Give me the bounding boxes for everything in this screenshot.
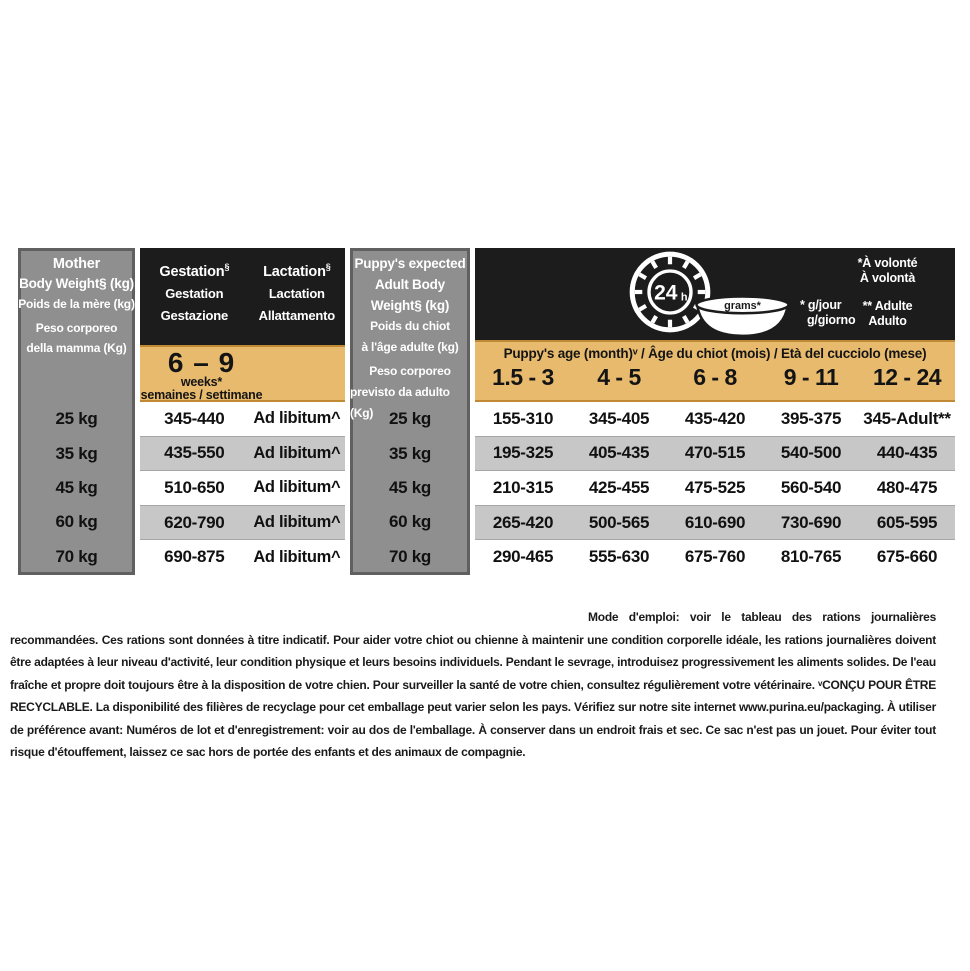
header-line: Gestation xyxy=(165,285,224,301)
table-row xyxy=(475,436,955,472)
header-line: della mamma (Kg) xyxy=(26,341,127,355)
age-column-label: 6 - 8 xyxy=(693,364,737,390)
age-column-label: 12 - 24 xyxy=(872,364,942,390)
ration-cell: 610-690 xyxy=(684,512,746,532)
mother-weight-cell: 35 kg xyxy=(55,443,98,463)
age-columns xyxy=(475,364,955,391)
ration-cell: 425-455 xyxy=(588,477,650,497)
ration-cell: 560-540 xyxy=(780,477,842,497)
header-line: Puppy's expected xyxy=(354,256,466,271)
header-line: Peso corporeo xyxy=(369,364,451,378)
table-row xyxy=(18,436,135,470)
table-row xyxy=(140,402,345,436)
weeks-unit: weeks* xyxy=(180,375,223,389)
puppy-weight-cell: 35 kg xyxy=(389,443,431,463)
ration-cell: 435-420 xyxy=(684,408,746,428)
mother-weight-cell: 45 kg xyxy=(55,478,98,498)
header-line: Mother xyxy=(52,256,101,272)
gestation-lactation-rows xyxy=(140,402,345,574)
ration-cell: 345-405 xyxy=(588,408,650,428)
table-row xyxy=(475,402,955,436)
puppy-weight-cell: 60 kg xyxy=(389,512,431,532)
table-row xyxy=(475,505,955,541)
ration-cell: 265-420 xyxy=(492,512,554,532)
gestation-cell: 435-550 xyxy=(164,443,225,463)
puppy-weight-cell: 70 kg xyxy=(389,546,431,566)
gestation-cell: 690-875 xyxy=(164,547,225,567)
puppy-weight-cell: 25 kg xyxy=(389,409,431,429)
recyclable-statement: ᵛCONÇU POUR ÊTRE RECYCLABLE. xyxy=(10,677,936,714)
ration-cell: 475-525 xyxy=(684,477,746,497)
weeks-range: 6 – 9 xyxy=(167,347,236,378)
gestation-cell: 620-790 xyxy=(164,512,225,532)
header-line: Poids de la mère (kg) xyxy=(18,297,135,311)
header-line: Gestazione xyxy=(160,307,228,323)
lactation-cell: Ad libitum^ xyxy=(253,547,341,566)
food-bowl-icon xyxy=(690,294,795,340)
table-row xyxy=(18,540,135,574)
age-column-label: 4 - 5 xyxy=(597,364,641,390)
grams-per-day-label: * g/jour g/giorno xyxy=(800,298,856,327)
gestation-cell: 345-440 xyxy=(164,408,225,428)
lactation-header xyxy=(249,248,345,345)
header-line: Weight§ (kg) xyxy=(370,298,450,313)
ration-cell: 290-465 xyxy=(492,547,554,567)
ration-cell: 730-690 xyxy=(780,512,842,532)
mother-weight-cell: 60 kg xyxy=(55,512,98,532)
table-row xyxy=(350,505,470,539)
lactation-cell: Ad libitum^ xyxy=(253,409,341,428)
lactation-cell: Ad libitum^ xyxy=(253,443,341,462)
header-line: Lactation xyxy=(268,285,325,301)
header-line: Peso corporeo xyxy=(35,321,118,335)
table-row xyxy=(140,436,345,472)
table-row xyxy=(18,505,135,539)
table-row xyxy=(475,540,955,574)
header-line: Adult Body xyxy=(375,277,445,292)
ration-cell: 480-475 xyxy=(876,477,938,497)
ration-cell: 345-Adult** xyxy=(863,408,951,428)
header-line: Poids du chiot xyxy=(370,319,450,333)
ration-cell: 210-315 xyxy=(492,477,554,497)
feeding-table-rows xyxy=(475,402,955,574)
puppy-weight-cell: 45 kg xyxy=(389,478,431,498)
weeks-translations: semaines / settimane xyxy=(140,388,263,402)
puppy-age-band xyxy=(475,340,955,402)
puppy-age-title: Puppy's age (month)ᵛ / Âge du chiot (mois) / Età del cucciolo (mese) xyxy=(503,346,927,361)
table-row xyxy=(350,402,470,436)
ration-cell: 555-630 xyxy=(588,547,650,567)
table-row xyxy=(350,540,470,574)
mother-weight-cell: 70 kg xyxy=(55,546,98,566)
clock-value-text: 24 xyxy=(654,281,678,305)
ration-cell: 440-435 xyxy=(876,443,938,463)
table-row xyxy=(350,471,470,505)
lactation-cell: Ad libitum^ xyxy=(253,513,341,532)
header-line: Allattamento xyxy=(258,307,335,323)
ration-cell: 395-375 xyxy=(780,408,842,428)
table-row xyxy=(18,402,135,436)
lactation-cell: Ad libitum^ xyxy=(253,478,341,497)
ration-cell: 605-595 xyxy=(876,512,938,532)
header-line: previsto da adulto (Kg) xyxy=(350,385,450,420)
instructions-body: voir le tableau des rations journalières recommandées. Ces rations sont données à titre indicatif. Pour aider votre chiot ou chienne à maintenir une condition corporelle idéale, les rations journalières doivent être adaptées à leur niveau d'activité, leur condition physique et leurs besoins individuels. Pendant le sevrage, introduisez progressivement les aliments solides. De l'eau fraîche et propre doit toujours être à la disposition de votre chien. Pour surveiller la santé de votre chien, consultez régulièrement votre vétérinaire. xyxy=(10,610,936,692)
table-row xyxy=(140,505,345,541)
bowl-label-text: grams* xyxy=(724,300,761,313)
ration-cell: 810-765 xyxy=(780,547,842,567)
gestation-lactation-header-panel xyxy=(140,248,345,345)
gestation-header xyxy=(140,248,249,345)
table-row xyxy=(475,471,955,505)
age-column-label: 1.5 - 3 xyxy=(492,364,554,390)
table-row xyxy=(350,436,470,470)
puppy-weight-header xyxy=(350,253,470,424)
ration-cell: 675-660 xyxy=(876,547,938,567)
header-line: Gestation§ xyxy=(159,262,230,280)
puppy-weight-rows xyxy=(350,402,470,574)
header-line: à l'âge adulte (kg) xyxy=(361,340,459,354)
header-line: Body Weight§ (kg) xyxy=(19,276,134,291)
ration-cell: 675-760 xyxy=(684,547,746,567)
table-row xyxy=(140,540,345,574)
ration-cell: 195-325 xyxy=(492,443,554,463)
table-row xyxy=(140,471,345,505)
ration-cell: 470-515 xyxy=(684,443,746,463)
header-line: Lactation§ xyxy=(263,262,331,280)
ration-cell: 540-500 xyxy=(780,443,842,463)
clock-unit-text: h xyxy=(680,291,688,304)
usage-instructions-text xyxy=(10,606,936,764)
ad-libitum-footnote: *À volonté À volontà xyxy=(857,256,918,285)
gestation-cell: 510-650 xyxy=(164,477,225,497)
ration-cell: 405-435 xyxy=(588,443,650,463)
mode-demploi-label: Mode d'emploi: xyxy=(588,610,680,624)
mother-weight-header xyxy=(18,254,135,358)
age-column-label: 9 - 11 xyxy=(783,364,839,390)
ration-cell: 155-310 xyxy=(492,408,554,428)
mother-weight-rows xyxy=(18,402,135,574)
adult-footnote: ** Adulte Adulto xyxy=(862,299,913,328)
instructions-body: La disponibilité des filières de recyclage pour cet emballage peut varier selon les pays. Vérifiez sur notre site internet www.purina.eu/packaging. À utiliser de préférence avant: Numéros de lot et d'enregistrement: voir au dos de l'emballage. À conserver dans un endroit frais et sec. Ce sac n'est pas un jouet. Pour éviter tout risque d'étouffement, laissez ce sac hors de portée des enfants et des animaux de compagnie. xyxy=(10,700,936,759)
ration-cell: 500-565 xyxy=(588,512,650,532)
mother-weight-cell: 25 kg xyxy=(55,409,98,429)
weeks-band xyxy=(140,345,345,402)
table-row xyxy=(18,471,135,505)
